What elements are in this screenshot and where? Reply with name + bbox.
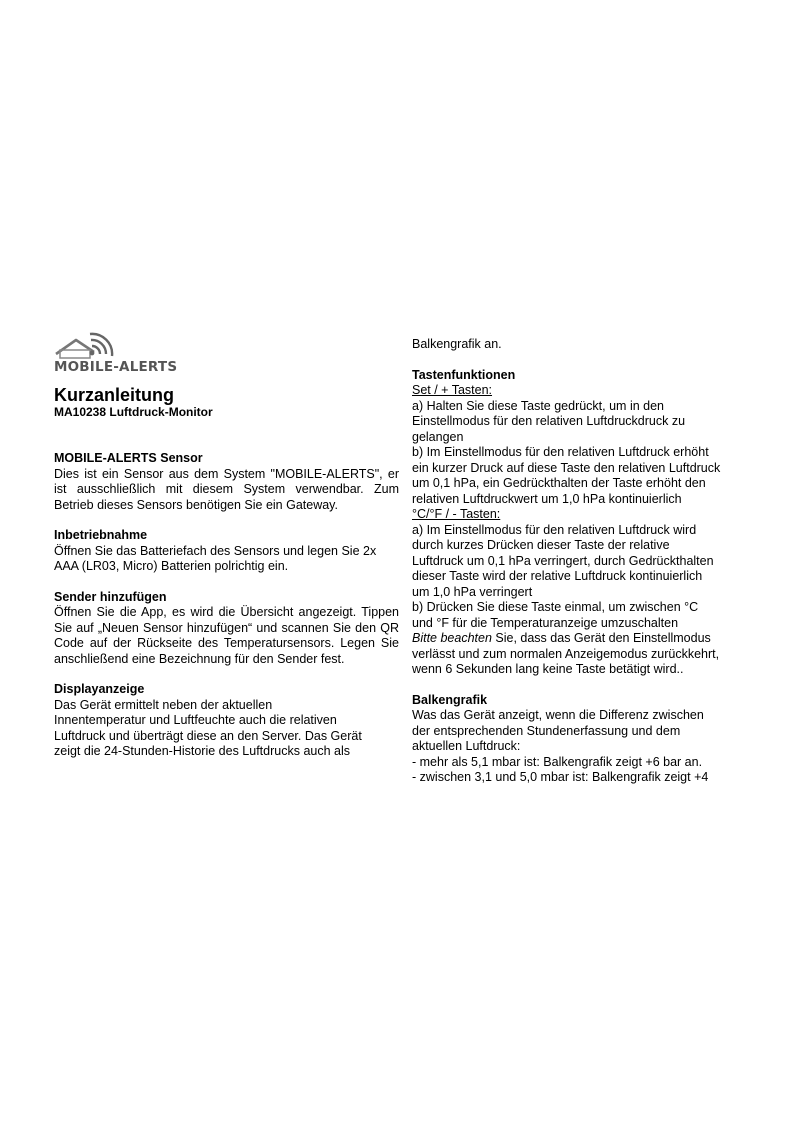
- text-line: - zwischen 3,1 und 5,0 mbar ist: Balkengrafik zeigt +4: [412, 770, 709, 784]
- section-heading: MOBILE-ALERTS Sensor: [54, 451, 203, 465]
- text-line: wenn 6 Sekunden lang keine Taste betätigt wird..: [412, 662, 684, 676]
- note-rest: Sie, dass das Gerät den Einstellmodus: [491, 631, 711, 645]
- note-line: [412, 631, 752, 647]
- section-text: Öffnen Sie die App, es wird die Übersicht angezeigt. Tippen Sie auf „Neuen Sensor hinzufügen“ und scannen Sie den QR Code auf der Rückseite des Temperatursensors. Legen Sie anschließend eine Bezeichnung für den Sender fest.: [54, 605, 399, 666]
- section-key-functions: [412, 368, 752, 678]
- text-line: durch kurzes Drücken dieser Taste der relative: [412, 538, 670, 552]
- page-title: Kurzanleitung: [54, 385, 174, 405]
- mobile-alerts-logo: [54, 332, 204, 376]
- section-heading: Displayanzeige: [54, 682, 145, 696]
- section-text: Öffnen Sie das Batteriefach des Sensors und legen Sie 2x AAA (LR03, Micro) Batterien polrichtig ein.: [54, 543, 377, 573]
- page-subtitle: MA10238 Luftdruck-Monitor: [54, 405, 213, 419]
- text-line: der entsprechenden Stundenerfassung und dem: [412, 723, 681, 738]
- continuation-text: Balkengrafik an.: [412, 337, 502, 351]
- section-setup: [54, 528, 399, 575]
- right-column: [412, 337, 752, 786]
- text-line: a) Im Einstellmodus für den relativen Luftdruck wird: [412, 522, 697, 537]
- text-line: und °F für die Temperaturanzeige umzuschalten: [412, 615, 679, 630]
- section-add-sender: [54, 590, 399, 668]
- section-heading: Inbetriebnahme: [54, 528, 148, 542]
- section-heading: Tastenfunktionen: [412, 367, 516, 382]
- text-line: Innentemperatur und Luftfeuchte auch die relativen: [54, 713, 337, 727]
- section-display: [54, 682, 399, 760]
- set-key-label: Set / + Tasten:: [412, 383, 493, 397]
- section-heading: Sender hinzufügen: [54, 589, 167, 604]
- note-emphasis: Bitte beachten: [412, 631, 492, 645]
- text-line: Luftdruck und überträgt diese an den Server. Das Gerät: [54, 728, 362, 743]
- section-heading: Balkengrafik: [412, 692, 488, 707]
- text-line: Was das Gerät anzeigt, wenn die Differenz zwischen: [412, 708, 704, 722]
- text-line: gelangen: [412, 429, 464, 444]
- section-sensor: [54, 451, 399, 513]
- text-line: - mehr als 5,1 mbar ist: Balkengrafik zeigt +6 bar an.: [412, 754, 703, 769]
- text-line: b) Drücken Sie diese Taste einmal, um zwischen °C: [412, 600, 699, 614]
- text-line: a) Halten Sie diese Taste gedrückt, um in den: [412, 398, 664, 413]
- text-line: relativen Luftdruckwert um 1,0 hPa kontinuierlich: [412, 491, 682, 506]
- text-line: dieser Taste wird der relative Luftdruck kontinuierlich: [412, 569, 703, 583]
- text-line: Luftdruck um 0,1 hPa verringert, durch Gedrückthalten: [412, 553, 714, 568]
- text-line: Einstellmodus für den relativen Luftdruckdruck zu: [412, 414, 686, 428]
- text-line: aktuellen Luftdruck:: [412, 739, 521, 753]
- text-line: um 0,1 hPa, ein Gedrückthalten der Taste erhöht den: [412, 476, 706, 490]
- cf-key-label: °C/°F / - Tasten:: [412, 507, 501, 521]
- logo-wordmark: MOBILE-ALERTS: [54, 359, 178, 375]
- text-line: b) Im Einstellmodus für den relativen Luftdruck erhöht: [412, 445, 709, 459]
- text-line: zeigt die 24-Stunden-Historie des Luftdrucks auch als: [54, 744, 350, 758]
- text-line: um 1,0 hPa verringert: [412, 584, 533, 599]
- text-line: verlässt und zum normalen Anzeigemodus zurückkehrt,: [412, 646, 720, 661]
- section-text: Dies ist ein Sensor aus dem System "MOBILE-ALERTS", er ist ausschließlich mit diesem System verwendbar. Zum Betrieb dieses Sensors benötigen Sie ein Gateway.: [54, 466, 399, 512]
- text-line: Das Gerät ermittelt neben der aktuellen: [54, 697, 273, 712]
- house-signal-icon: [54, 332, 124, 362]
- section-bar-graph: [412, 693, 752, 786]
- left-column: [54, 332, 399, 760]
- text-line: ein kurzer Druck auf diese Taste den relativen Luftdruck: [412, 460, 721, 475]
